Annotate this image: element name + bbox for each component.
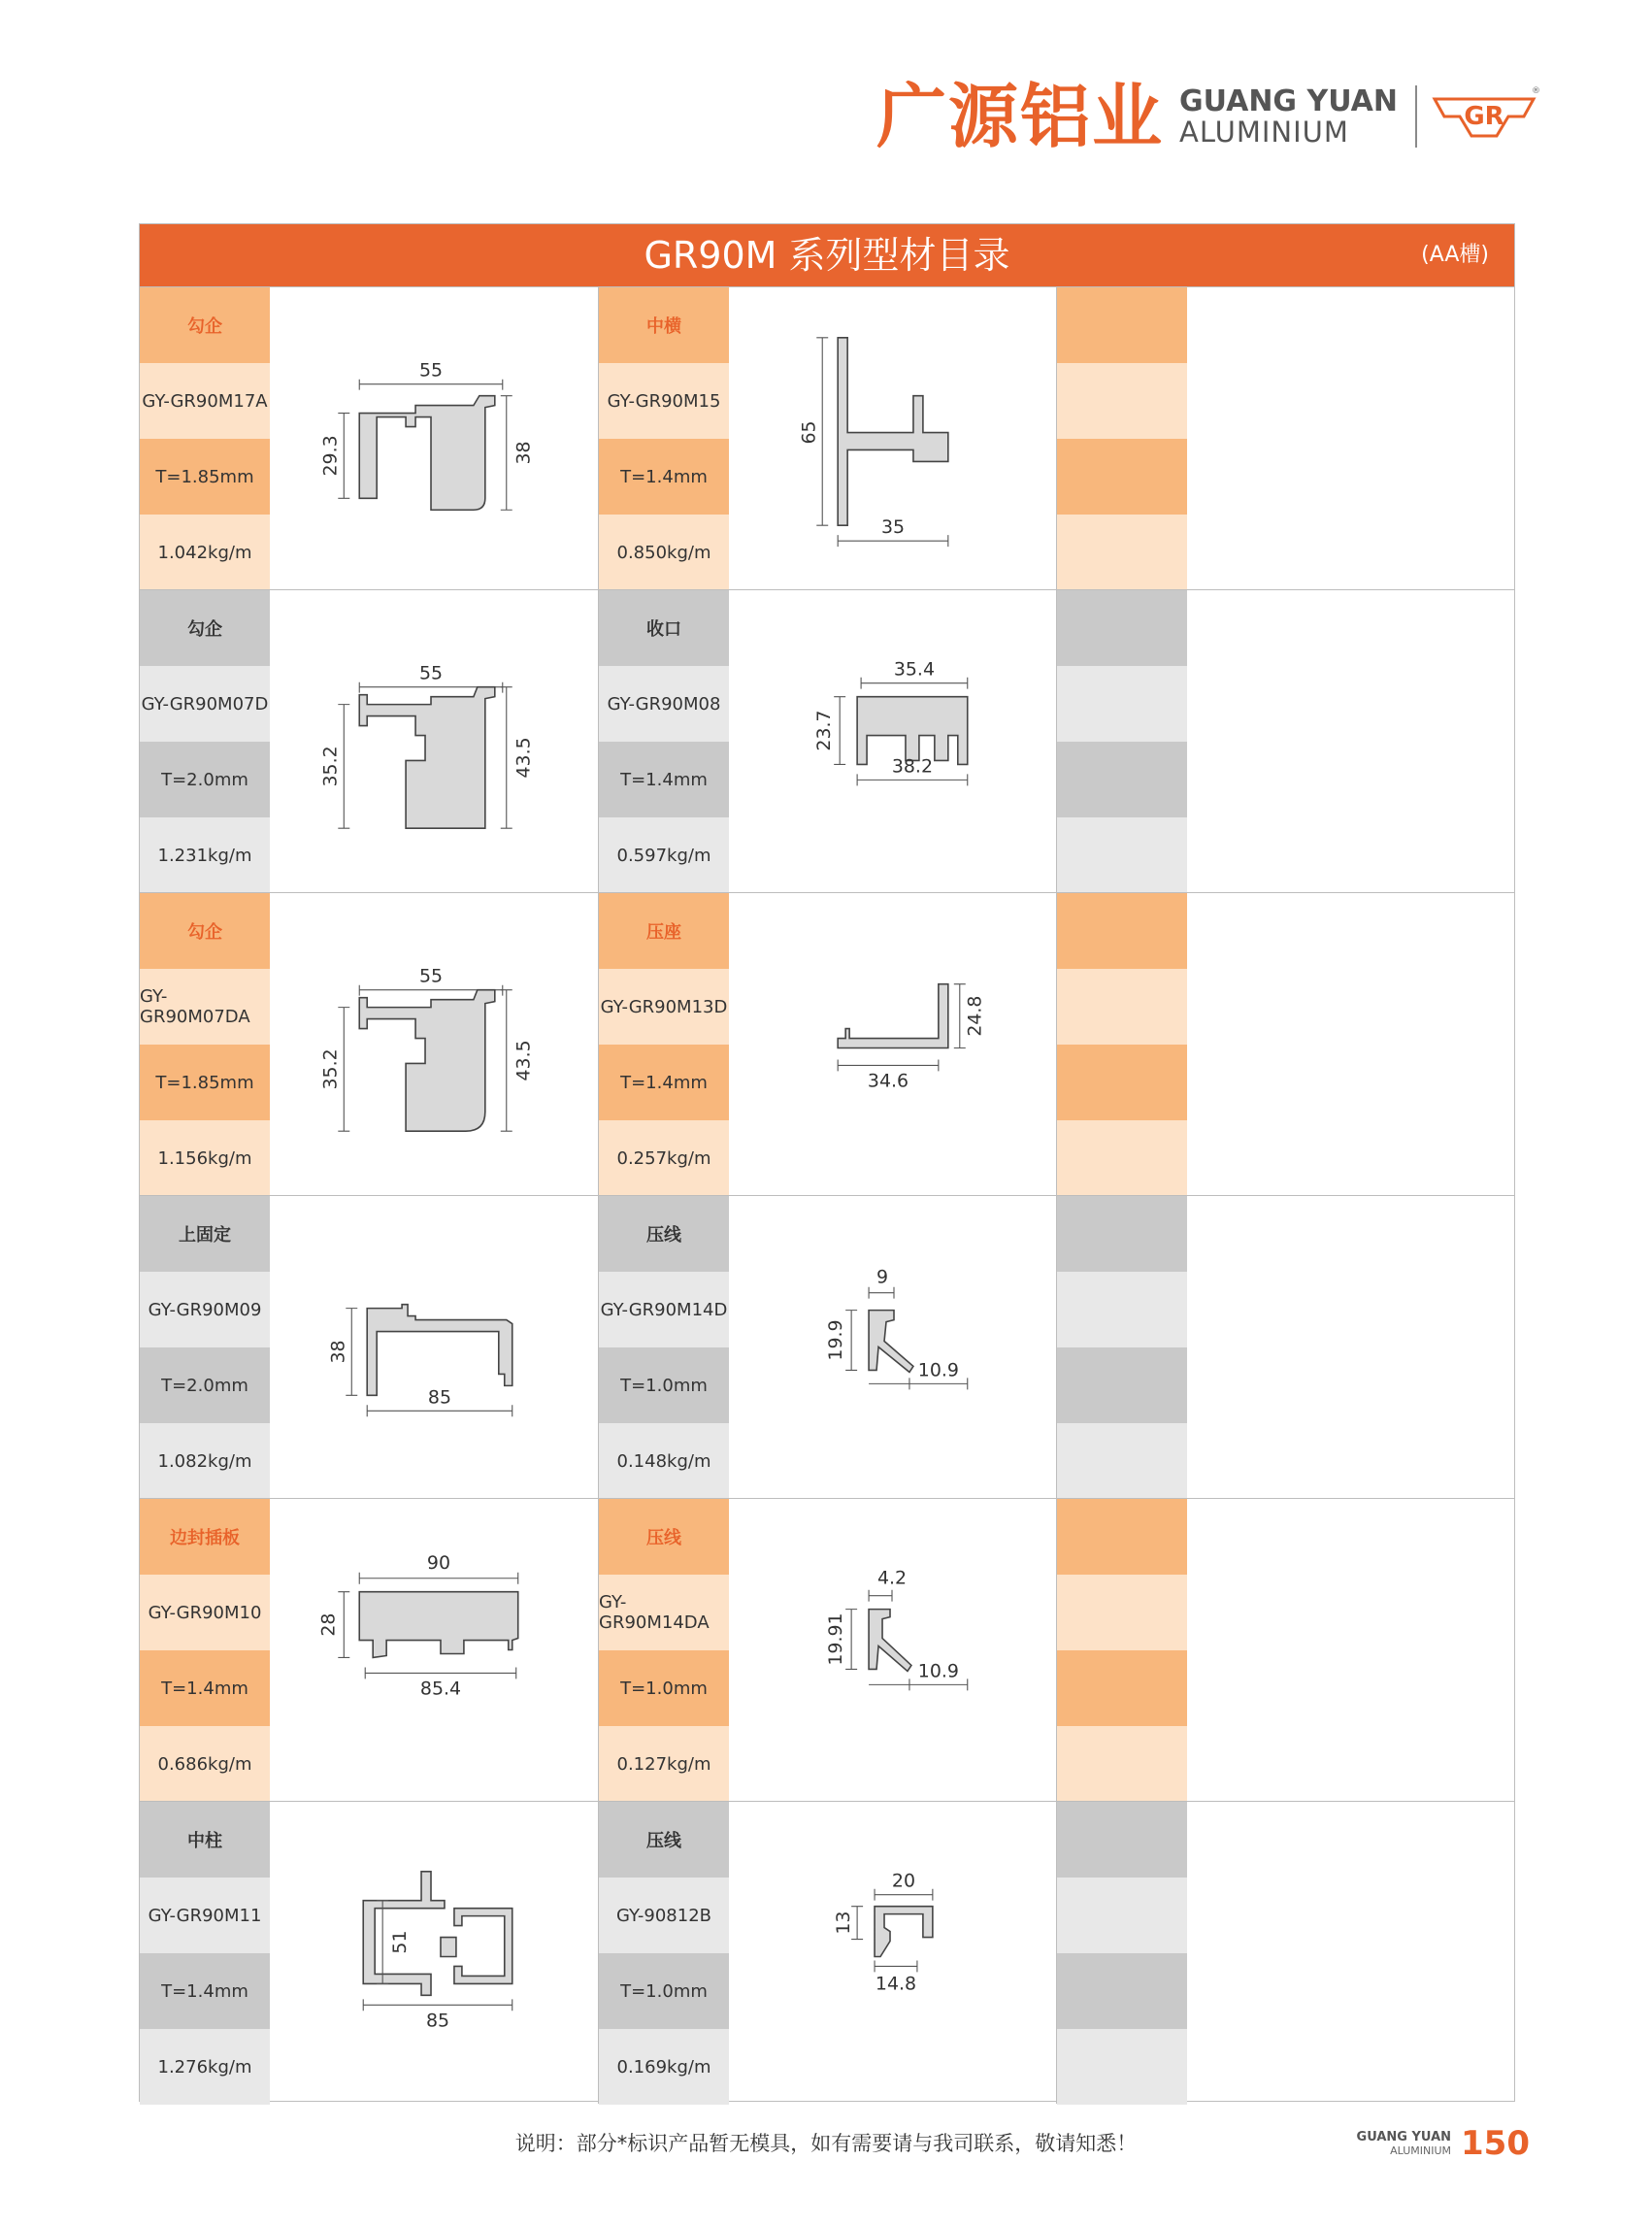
profile-card [140, 893, 598, 1195]
profile-section-svg [729, 1196, 1057, 1498]
profile-label-column [599, 1499, 729, 1801]
dim-label: 65 [798, 420, 820, 445]
dim-label: 10.9 [917, 1660, 959, 1682]
profile-card [598, 1802, 1057, 2104]
profile-card [598, 893, 1057, 1195]
profile-section-svg [270, 1499, 598, 1801]
profile-section-svg [729, 1499, 1057, 1801]
brand-name-en-line1: GUANG YUAN [1179, 84, 1398, 119]
profile-thickness: T=1.85mm [140, 439, 270, 515]
profile-name: 中横 [599, 287, 729, 363]
dim-label: 43.5 [512, 737, 535, 779]
profile-drawing [729, 1499, 1057, 1801]
dim-label: 85 [425, 2010, 450, 2032]
profile-card-empty [1056, 1196, 1515, 1498]
dim-label: 28 [317, 1612, 340, 1637]
profile-card [140, 1499, 598, 1801]
profile-code: GY-GR90M14DA [599, 1575, 729, 1650]
profile-catalog-table [139, 223, 1515, 2102]
profile-label-column [1057, 1802, 1187, 2104]
profile-weight: 1.042kg/m [140, 515, 270, 590]
profile-weight: 1.156kg/m [140, 1120, 270, 1196]
brand-name-cn: 广源铝业 [876, 76, 1165, 157]
dim-label: 34.6 [867, 1070, 909, 1092]
profile-label-column [1057, 893, 1187, 1195]
dim-label: 9 [876, 1266, 889, 1288]
profile-weight: 0.148kg/m [599, 1423, 729, 1499]
dim-label: 14.8 [875, 1973, 917, 1995]
profile-drawing [729, 590, 1057, 892]
profile-thickness: T=1.0mm [599, 1650, 729, 1726]
catalog-row-4 [140, 1195, 1514, 1498]
profile-section-svg [270, 287, 598, 589]
dim-label: 35.4 [893, 658, 935, 681]
catalog-row-6 [140, 1801, 1514, 2104]
profile-card-empty [1056, 1802, 1515, 2104]
profile-card-empty [1056, 287, 1515, 589]
profile-thickness: T=2.0mm [140, 742, 270, 817]
footer-brand-line2: ALUMINIUM [1390, 2144, 1452, 2157]
profile-drawing [729, 1196, 1057, 1498]
profile-label-column [1057, 287, 1187, 589]
profile-card-empty [1056, 1499, 1515, 1801]
brand-name-en [1179, 86, 1398, 147]
profile-section-svg [729, 590, 1057, 892]
brand-header [876, 68, 1540, 165]
profile-drawing [729, 1802, 1057, 2104]
profile-card [598, 1196, 1057, 1498]
dim-label: 38.2 [891, 755, 934, 778]
profile-thickness: T=1.0mm [599, 1347, 729, 1423]
profile-code: GY-GR90M07DA [140, 969, 270, 1045]
dim-label: 19.91 [825, 1612, 847, 1666]
profile-label-column [140, 893, 270, 1195]
profile-label-column [140, 1499, 270, 1801]
profile-section-svg [270, 893, 598, 1195]
profile-label-column [140, 1196, 270, 1498]
profile-drawing [729, 287, 1057, 589]
dim-label: 55 [418, 965, 444, 987]
profile-card-empty [1056, 590, 1515, 892]
dim-label: 35.2 [319, 1048, 342, 1090]
profile-drawing [729, 893, 1057, 1195]
dim-label: 10.9 [917, 1359, 959, 1381]
profile-thickness: T=1.4mm [140, 1953, 270, 2029]
profile-label-column [1057, 1196, 1187, 1498]
dim-label: 35 [880, 516, 906, 539]
profile-section-svg [729, 287, 1057, 589]
profile-weight: 0.850kg/m [599, 515, 729, 590]
dim-label: 4.2 [876, 1567, 908, 1589]
profile-thickness: T=1.0mm [599, 1953, 729, 2029]
profile-name: 压线 [599, 1802, 729, 1878]
profile-section-svg [729, 1802, 1057, 2104]
profile-name: 收口 [599, 590, 729, 666]
page-number: 150 [1461, 2124, 1530, 2163]
profile-code: GY-GR90M09 [140, 1272, 270, 1347]
profile-code: GY-GR90M14D [599, 1272, 729, 1347]
catalog-title: GR90M 系列型材目录 [644, 234, 1010, 277]
profile-label-column [140, 1802, 270, 2104]
dim-label: 19.9 [825, 1319, 847, 1361]
dim-label: 38 [512, 441, 535, 465]
profile-card [140, 590, 598, 892]
dim-label: 23.7 [813, 710, 836, 751]
dim-label: 90 [426, 1551, 451, 1574]
profile-name: 上固定 [140, 1196, 270, 1272]
profile-card [140, 1196, 598, 1498]
profile-thickness: T=1.4mm [599, 1045, 729, 1120]
profile-card-empty [1056, 893, 1515, 1195]
profile-section-svg [270, 1802, 598, 2104]
profile-section-svg [270, 590, 598, 892]
profile-code: GY-GR90M08 [599, 666, 729, 742]
profile-card [598, 1499, 1057, 1801]
dim-label: 13 [833, 1911, 855, 1935]
profile-thickness: T=1.85mm [140, 1045, 270, 1120]
registered-mark: ® [1532, 86, 1540, 96]
dim-label: 24.8 [964, 995, 986, 1037]
profile-drawing [270, 287, 598, 589]
dim-label: 85 [427, 1386, 452, 1409]
brand-logo-mark: GR [1464, 102, 1504, 131]
profile-weight: 1.082kg/m [140, 1423, 270, 1499]
profile-thickness: T=1.4mm [599, 742, 729, 817]
profile-label-column [140, 287, 270, 589]
footer-note: 说明：部分*标识产品暂无模具，如有需要请与我司联系，敬请知悉！ [514, 2132, 1138, 2155]
profile-weight: 0.257kg/m [599, 1120, 729, 1196]
catalog-title-bar [140, 224, 1514, 286]
profile-name: 边封插板 [140, 1499, 270, 1575]
profile-code: GY-GR90M13D [599, 969, 729, 1045]
dim-label: 43.5 [512, 1040, 535, 1081]
profile-label-column [1057, 590, 1187, 892]
catalog-row-1 [140, 286, 1514, 589]
profile-code: GY-GR90M10 [140, 1575, 270, 1650]
brand-divider [1415, 85, 1417, 148]
catalog-row-3 [140, 892, 1514, 1195]
profile-weight: 0.127kg/m [599, 1726, 729, 1802]
profile-weight: 1.231kg/m [140, 817, 270, 893]
profile-card [140, 1802, 598, 2104]
profile-name: 压线 [599, 1499, 729, 1575]
dim-label: 35.2 [319, 746, 342, 787]
dim-label: 20 [891, 1870, 916, 1892]
profile-drawing [270, 893, 598, 1195]
catalog-title-note: (AA槽) [1421, 243, 1489, 267]
profile-thickness: T=1.4mm [140, 1650, 270, 1726]
profile-drawing [270, 1499, 598, 1801]
profile-label-column [1057, 1499, 1187, 1801]
footer-brand [1357, 2124, 1530, 2163]
profile-drawing [270, 1802, 598, 2104]
dim-label: 29.3 [319, 435, 342, 477]
profile-name: 勾企 [140, 590, 270, 666]
profile-drawing [270, 1196, 598, 1498]
brand-logo [1431, 85, 1540, 148]
profile-thickness: T=2.0mm [140, 1347, 270, 1423]
profile-code: GY-GR90M11 [140, 1878, 270, 1953]
dim-label: 55 [418, 662, 444, 684]
footer-brand-line1: GUANG YUAN [1356, 2130, 1452, 2144]
profile-name: 压座 [599, 893, 729, 969]
dim-label: 85.4 [419, 1678, 462, 1700]
profile-weight: 1.276kg/m [140, 2029, 270, 2105]
footer-brand-text [1357, 2131, 1451, 2156]
profile-section-svg [729, 893, 1057, 1195]
profile-code: GY-90812B [599, 1878, 729, 1953]
catalog-row-5 [140, 1498, 1514, 1801]
dim-label: 55 [418, 359, 444, 382]
profile-card [598, 590, 1057, 892]
brand-name-en-line2: ALUMINIUM [1179, 115, 1349, 149]
catalog-row-2 [140, 589, 1514, 892]
profile-code: GY-GR90M17A [140, 363, 270, 439]
dim-label: 51 [389, 1930, 412, 1954]
profile-section-svg [270, 1196, 598, 1498]
profile-label-column [599, 1802, 729, 2104]
profile-label-column [599, 1196, 729, 1498]
profile-card [140, 287, 598, 589]
profile-label-column [599, 287, 729, 589]
profile-weight: 0.169kg/m [599, 2029, 729, 2105]
profile-code: GY-GR90M07D [140, 666, 270, 742]
profile-drawing [270, 590, 598, 892]
profile-label-column [599, 590, 729, 892]
profile-weight: 0.686kg/m [140, 1726, 270, 1802]
profile-card [598, 287, 1057, 589]
profile-label-column [599, 893, 729, 1195]
profile-name: 勾企 [140, 287, 270, 363]
profile-code: GY-GR90M15 [599, 363, 729, 439]
profile-weight: 0.597kg/m [599, 817, 729, 893]
profile-thickness: T=1.4mm [599, 439, 729, 515]
profile-name: 压线 [599, 1196, 729, 1272]
profile-name: 中柱 [140, 1802, 270, 1878]
dim-label: 38 [327, 1340, 349, 1364]
profile-name: 勾企 [140, 893, 270, 969]
profile-label-column [140, 590, 270, 892]
